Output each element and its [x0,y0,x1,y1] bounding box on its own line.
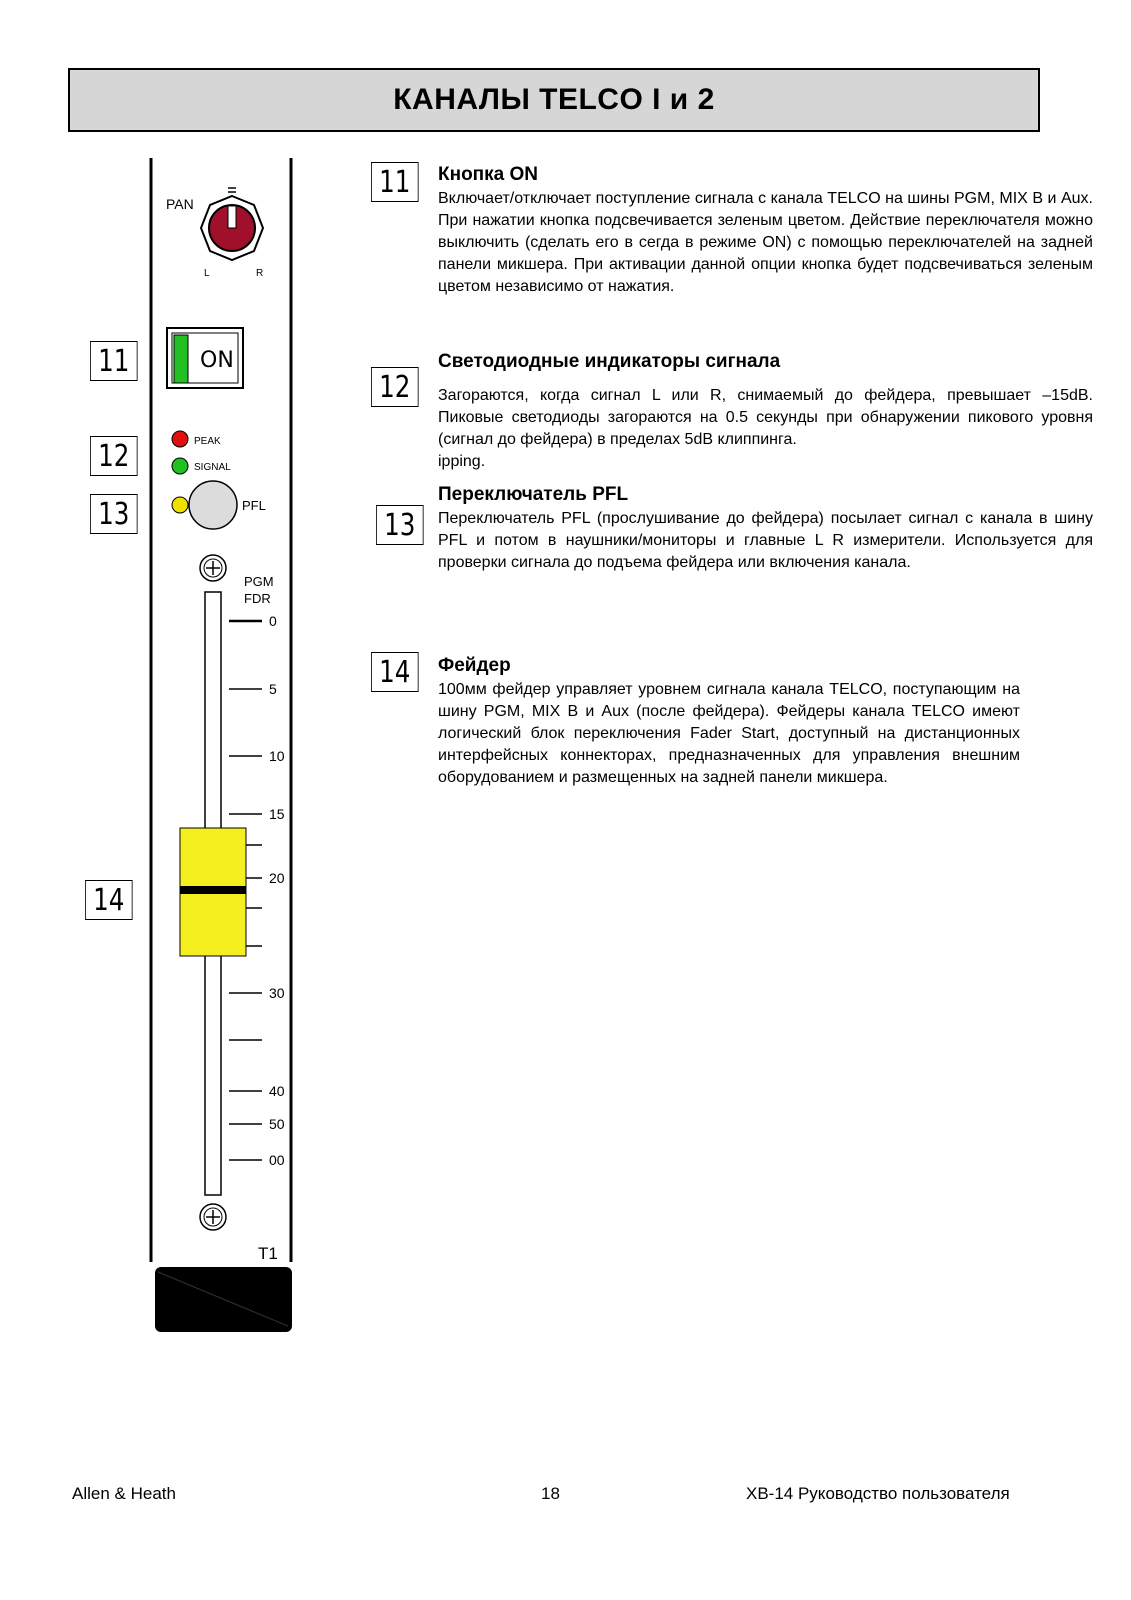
section-paragraph: Включает/отключает поступление сигнала с канала TELCO на шины PGM, MIX B и Aux. При нажатии кнопка подсвечивается зеленым цветом. Действие переключателя можно выключить (сделать его в сегда в режиме ON) с помощью переключателей на задней панели микшера. При активации данной опции кнопка будет подсвечиваться зеленым цветом независимо от нажатия. [438,190,1093,295]
scale-label-5: 5 [269,681,277,697]
bottom-screw-icon [200,1204,226,1230]
section-heading: Светодиодные индикаторы сигнала [438,351,781,372]
peak-label: PEAK [194,436,221,447]
pfl-label: PFL [242,498,266,513]
callout-13-strip: 13 [90,494,138,534]
fader-label-pgm: PGM [244,574,274,589]
scale-label-0: 0 [269,613,277,629]
section-paragraph: Переключатель PFL (прослушивание до фейдера) посылает сигнал с канала в шину PFL и потом в наушники/мониторы и главные L R измерители. Используется для проверки сигнала до подъема фейдера или включения канала. [438,510,1093,571]
callout-11-strip: 11 [90,341,138,381]
channel-strip-illustration [0,0,400,1340]
pan-left-label: L [204,268,210,279]
scale-label-20: 20 [269,870,285,886]
callout-12-text: 12 [371,367,419,407]
section-paragraph-extra: ipping. [438,453,486,470]
footer-manual-title: XB-14 Руководство пользователя [746,1484,1010,1503]
channel-label: T1 [258,1244,278,1263]
scale-label-inf: 00 [269,1152,285,1168]
section-signal-leds [438,351,1093,473]
section-heading: Фейдер [438,655,511,676]
footer-brand: Allen & Heath [72,1484,176,1503]
pfl-button[interactable] [189,481,237,529]
pan-knob[interactable] [201,188,263,260]
fader-label-fdr: FDR [244,591,271,606]
section-heading: Кнопка ON [438,164,539,185]
section-fader [438,655,1020,789]
section-pfl-switch [438,484,1093,574]
callout-13-text: 13 [376,505,424,545]
scribble-strip [155,1267,292,1332]
footer-page-number: 18 [541,1484,560,1503]
pfl-led [172,497,188,513]
callout-11-text: 11 [371,162,419,202]
on-button-label: ON [200,348,234,373]
on-button[interactable] [167,328,243,388]
peak-led [172,431,188,447]
pan-right-label: R [256,268,264,279]
pan-label: PAN [166,196,194,212]
signal-label: SIGNAL [194,462,231,473]
pan-knob-pointer [228,206,236,228]
callout-14-text: 14 [371,652,419,692]
scale-label-50: 50 [269,1116,285,1132]
callout-12-strip: 12 [90,436,138,476]
section-on-button [438,164,1093,298]
page-title: КАНАЛЫ TELCO I и 2 [393,83,715,116]
callout-14-strip: 14 [85,880,133,920]
section-paragraph: Загораются, когда сигнал L или R, снимаемый до фейдера, превышает –15dB. Пиковые светодиоды загораются на 0.5 секунды при обнаружении пикового уровня (сигнал до фейдера) в пределах 5dB клиппинга. [438,387,1093,448]
section-paragraph: 100мм фейдер управляет уровнем сигнала канала TELCO, поступающим на шину PGM, MIX B и Aux (после фейдера). Фейдеры канала TELCO имеют логический блок переключения Fader Start, доступный на дистанционных интерфейсных коннекторах, предназначенных для управления внешним оборудованием и размещенных на задней панели микшера. [438,681,1020,786]
top-screw-icon [200,555,226,581]
scale-label-30: 30 [269,985,285,1001]
on-led [174,335,188,383]
fader-cap[interactable] [180,828,246,956]
section-heading: Переключатель PFL [438,484,629,505]
scale-label-15: 15 [269,806,285,822]
scale-label-40: 40 [269,1083,285,1099]
signal-led [172,458,188,474]
scale-label-10: 10 [269,748,285,764]
